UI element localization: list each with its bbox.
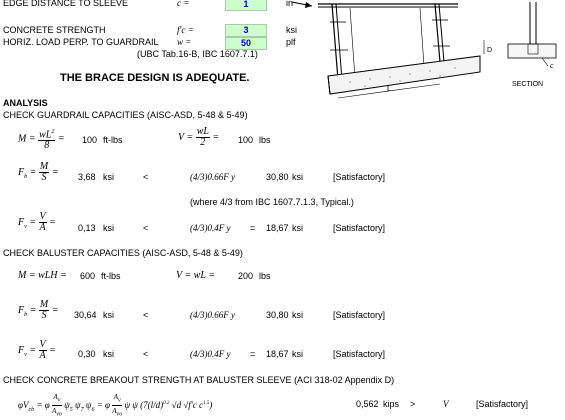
section-label: SECTION [512, 81, 544, 88]
guardrail-fv-formula: $F_v$ = $\frac{V}{A}$ = [18, 211, 56, 233]
concrete-strength-label: CONCRETE STRENGTH [3, 25, 106, 35]
edge-distance-input[interactable]: 1 [225, 0, 267, 11]
baluster-fb-status: [Satisfactory] [333, 310, 386, 320]
guardrail-fv-unit: ksi [103, 223, 114, 233]
guardrail-fv-status: [Satisfactory] [333, 223, 386, 233]
baluster-fv-allow-unit: ksi [292, 349, 303, 359]
guardrail-heading: CHECK GUARDRAIL CAPACITIES (AISC-ASD, 5-48 & 5-49) [3, 110, 248, 120]
baluster-moment-value: 600 [80, 271, 96, 281]
concrete-heading: CHECK CONCRETE BREAKOUT STRENGTH AT BALUSTER SLEEVE (ACI 318-02 Appendix D) [3, 375, 395, 385]
horiz-load-unit: plf [286, 37, 296, 47]
baluster-shear-value: 200 [238, 271, 254, 281]
guardrail-diagram [290, 0, 562, 100]
horiz-load-input[interactable]: 50 [225, 37, 267, 50]
guardrail-fb-allow-expr: (4/3)0.66F y [190, 172, 235, 182]
edge-distance-symbol: c = [177, 0, 190, 8]
baluster-fb-allow-unit: ksi [292, 310, 303, 320]
baluster-fv-value: 0,30 [78, 349, 96, 359]
concrete-strength-input[interactable]: 3 [225, 24, 267, 37]
concrete-strength-symbol: f'c = [177, 25, 194, 35]
concrete-value: 0,562 [356, 399, 379, 409]
guardrail-fv-allow-unit: ksi [292, 223, 303, 233]
baluster-moment-formula: M = wLH = [18, 270, 67, 281]
baluster-fb-allow-expr: (4/3)0.66F y [190, 310, 235, 320]
baluster-fv-status: [Satisfactory] [333, 349, 386, 359]
guardrail-fb-allow-value: 30,80 [266, 172, 289, 182]
baluster-heading: CHECK BALUSTER CAPACITIES (AISC-ASD, 5-48 & 5-49) [3, 248, 243, 258]
concrete-rhs: V [443, 399, 449, 409]
baluster-fv-formula: $F_v$ = $\frac{V}{A}$ = [18, 339, 56, 361]
guardrail-moment-unit: ft-lbs [103, 135, 123, 145]
baluster-fb-allow-value: 30,80 [266, 310, 289, 320]
baluster-shear-unit: lbs [259, 271, 271, 281]
baluster-fb-unit: ksi [103, 310, 114, 320]
diagram-label-c: c [550, 61, 554, 70]
baluster-fb-formula: $F_b$ = $\frac{M}{S}$ = [18, 299, 59, 321]
concrete-breakout-formula: $\varphi V_{cb} = \varphi$ $\frac{Av}{\text{Avo}}$ $\psi_5$ $\psi_7$ $\psi_6 = \varphi$ $\frac{Av}{\text{Avo}}$ ψ ψ ($7(l/d)^{0.2}$ √d √f'c $c^{1.5}$) [18, 393, 213, 418]
design-verdict: THE BRACE DESIGN IS ADEQUATE. [60, 72, 250, 84]
guardrail-fv-eq: = [250, 223, 256, 233]
baluster-fv-eq: = [250, 349, 256, 359]
baluster-shear-formula: V = wL = [176, 270, 215, 281]
guardrail-fb-allow-unit: ksi [292, 172, 303, 182]
baluster-fv-op: < [143, 349, 149, 359]
horiz-load-symbol: w = [177, 37, 192, 47]
baluster-fv-allow-value: 18,67 [266, 349, 289, 359]
edge-distance-unit: in [286, 0, 294, 8]
baluster-fb-value: 30,64 [74, 310, 97, 320]
guardrail-fb-formula: $F_b$ = $\frac{M}{S}$ = [18, 161, 59, 183]
concrete-unit: kips [383, 399, 400, 409]
guardrail-fb-value: 3,68 [78, 172, 96, 182]
guardrail-fb-unit: ksi [103, 172, 114, 182]
guardrail-shear-formula: V = $\frac{wL}{2}$ = [178, 126, 220, 148]
baluster-fv-allow-expr: (4/3)0.4F y [190, 349, 231, 359]
concrete-op: > [410, 399, 416, 409]
guardrail-fb-status: [Satisfactory] [333, 172, 386, 182]
guardrail-fb-op: < [143, 172, 149, 182]
horiz-load-label: HORIZ. LOAD PERP. TO GUARDRAIL [3, 37, 159, 47]
guardrail-fv-allow-value: 18,67 [266, 223, 289, 233]
guardrail-fv-value: 0,13 [78, 223, 96, 233]
guardrail-shear-value: 100 [238, 135, 254, 145]
diagram-label-l: L [387, 84, 392, 93]
guardrail-moment-formula: M = $\frac{wL^2}{8}$ = [18, 129, 65, 152]
guardrail-note: (where 4/3 from IBC 1607.7.1.3, Typical.) [190, 197, 354, 207]
diagram-label-d: D [487, 47, 493, 54]
concrete-status: [Satisfactory] [476, 399, 529, 409]
edge-distance-label: EDGE DISTANCE TO SLEEVE [3, 0, 129, 8]
guardrail-shear-unit: lbs [259, 135, 271, 145]
guardrail-fv-op: < [143, 223, 149, 233]
concrete-strength-unit: ksi [286, 25, 297, 35]
baluster-fb-op: < [143, 310, 149, 320]
baluster-fv-unit: ksi [103, 349, 114, 359]
guardrail-moment-value: 100 [82, 135, 98, 145]
guardrail-fv-allow-expr: (4/3)0.4F y [190, 223, 231, 233]
code-reference: (UBC Tab.16-B, IBC 1607.7.1) [137, 49, 258, 59]
analysis-heading: ANALYSIS [3, 98, 48, 108]
baluster-moment-unit: ft-lbs [101, 271, 121, 281]
